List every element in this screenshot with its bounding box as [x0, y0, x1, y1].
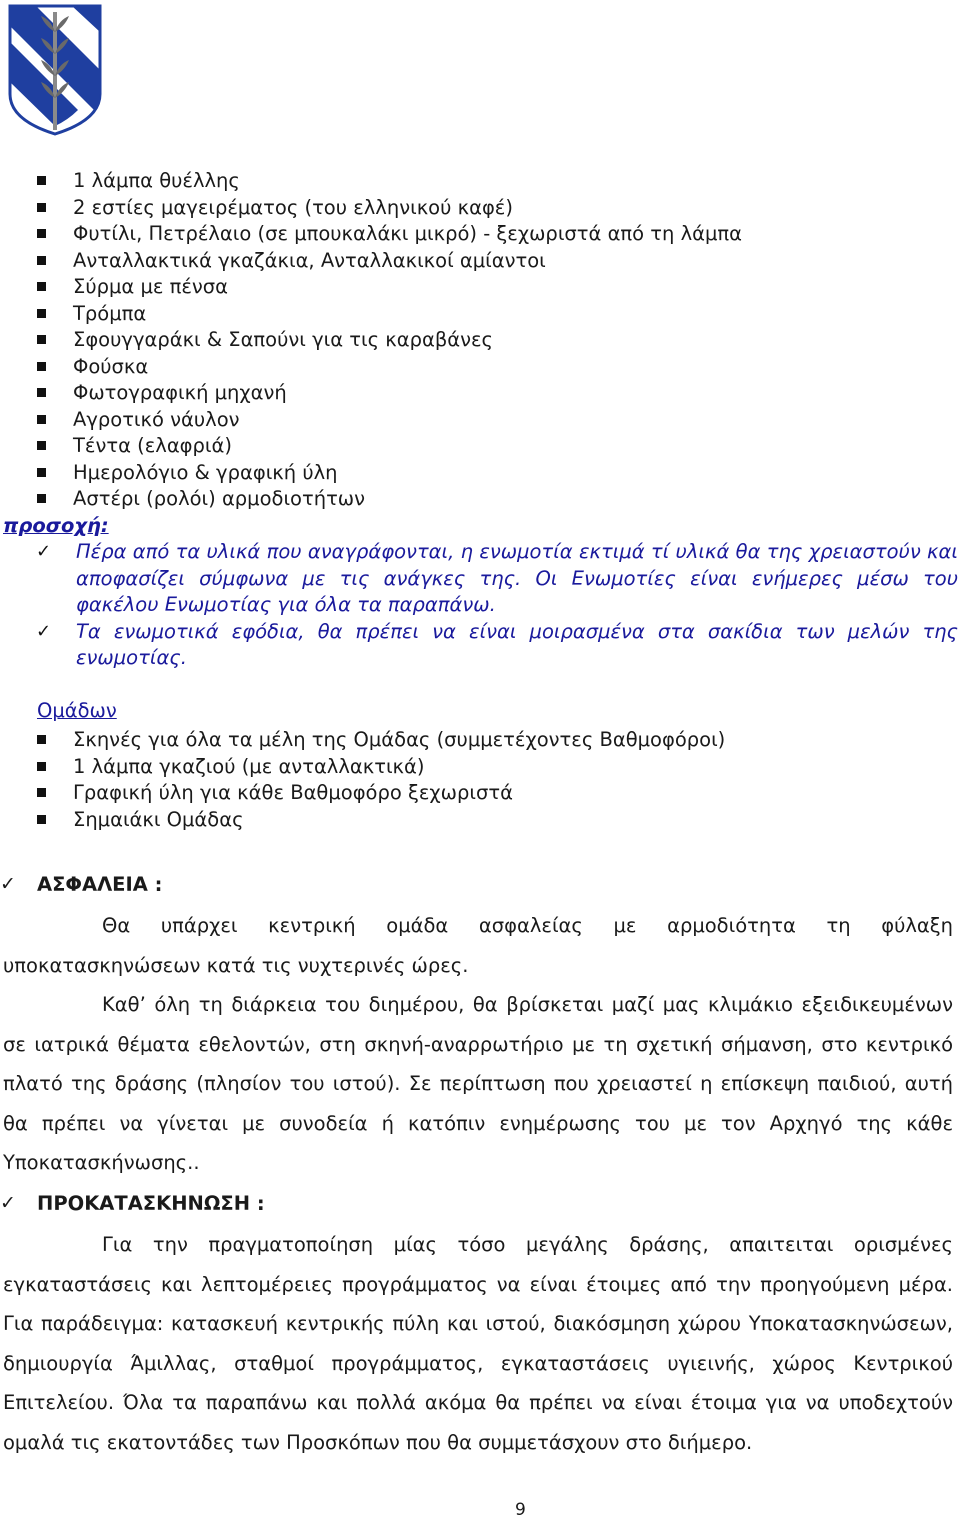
- checkmark-icon: ✓: [36, 620, 52, 642]
- teams-heading: Ομάδων: [37, 699, 117, 722]
- list-item: Ημερολόγιο & γραφική ύλη: [0, 460, 742, 487]
- square-bullet-icon: [37, 335, 46, 344]
- square-bullet-icon: [37, 282, 46, 291]
- list-item: Φυτίλι, Πετρέλαιο (σε μπουκαλάκι μικρό) - ξεχωριστά από τη λάμπα: [0, 221, 742, 248]
- precamp-paragraph: Για την πραγματοποίηση μίας τόσο μεγάλης δράσης, απαιτειται ορισμένες εγκαταστάσεις και λεπτομέρειες προγράμματος να είναι έτοιμες από την προηγούμενη μέρα. Για παράδειγμα: κατασκευή κεντρικής πύλη και ιστού, διακόσμηση χώρου Υποκατασκηνώσεων, δημιουργία Άμιλλας, σταθμοί προγράμματος, εγκαταστάσεις υγιεινής, χώρος Κεντρικού Επιτελείου. Όλα τα παραπάνω και πολλά ακόμα θα πρέπει να είναι έτοιμα για να υποδεχτούν ομαλά τις εκατοντάδες των Προσκόπων που θα συμμετάσχουν στο διήμερο.: [3, 1233, 953, 1454]
- list-item: Τρόμπα: [0, 301, 742, 328]
- square-bullet-icon: [37, 388, 46, 397]
- checkmark-icon: ✓: [0, 1192, 16, 1214]
- square-bullet-icon: [37, 309, 46, 318]
- list-item: Σφουγγαράκι & Σαπούνι για τις καραβάνες: [0, 327, 742, 354]
- checkmark-icon: ✓: [0, 873, 16, 895]
- square-bullet-icon: [37, 441, 46, 450]
- checkmark-icon: ✓: [36, 541, 52, 562]
- square-bullet-icon: [37, 815, 46, 824]
- attention-heading: προσοχή:: [3, 514, 109, 537]
- square-bullet-icon: [37, 468, 46, 477]
- square-bullet-icon: [37, 494, 46, 503]
- square-bullet-icon: [37, 256, 46, 265]
- list-item: ✓ Τα ενωμοτικά εφόδια, θα πρέπει να είναι μοιρασμένα στα σακίδια των μελών της ενωμοτίας.: [36, 619, 958, 669]
- square-bullet-icon: [37, 788, 46, 797]
- safety-paragraph-2: Καθ’ όλη τη διάρκεια του διημέρου, θα βρίσκεται μαζί μας κλιμάκιο εξειδικευμένων σε ιατρικά θέματα εθελοντών, στη σκηνή-αναρρωτήριο με τη σχετική σήμανση, στο κεντρικό πλατό της δράσης (πλησίον του ιστού). Σε περίπτωση που χρειαστεί η επίσκεψη παιδιού, αυτή θα πρέπει να γίνεται με συνοδεία ή κατόπιν ενημέρωσης του με τον Αρχηγό της κάθε Υποκατασκήνωσης..: [3, 993, 953, 1174]
- list-item: Ανταλλακτικά γκαζάκια, Ανταλλακικοί αμίαντοι: [0, 248, 742, 275]
- square-bullet-icon: [37, 735, 46, 744]
- list-item: 1 λάμπα θυέλλης: [0, 168, 742, 195]
- list-item: Τέντα (ελαφριά): [0, 433, 742, 460]
- square-bullet-icon: [37, 203, 46, 212]
- list-item: 2 εστίες μαγειρέματος (του ελληνικού καφέ): [0, 195, 742, 222]
- square-bullet-icon: [37, 762, 46, 771]
- attention-list: [0, 539, 958, 672]
- safety-paragraph-1: Θα υπάρχει κεντρική ομάδα ασφαλείας με αρμοδιότητα τη φύλαξη υποκατασκηνώσεων κατά τις νυχτερινές ώρες.: [3, 914, 953, 977]
- list-item: Αστέρι (ρολόι) αρμοδιοτήτων: [0, 486, 742, 513]
- list-item: Φωτογραφική μηχανή: [0, 380, 742, 407]
- list-item: Γραφική ύλη για κάθε Βαθμοφόρο ξεχωριστά: [0, 780, 725, 807]
- list-item: 1 λάμπα γκαζιού (με ανταλλακτικά): [0, 754, 725, 781]
- square-bullet-icon: [37, 176, 46, 185]
- list-item: Σημαιάκι Ομάδας: [0, 807, 725, 834]
- square-bullet-icon: [37, 362, 46, 371]
- list-item: Σκηνές για όλα τα μέλη της Ομάδας (συμμετέχοντες Βαθμοφόροι): [0, 727, 725, 754]
- square-bullet-icon: [37, 229, 46, 238]
- list-item: Σύρμα με πένσα: [0, 274, 742, 301]
- list-item: Φούσκα: [0, 354, 742, 381]
- square-bullet-icon: [37, 415, 46, 424]
- scout-emblem-logo: [6, 2, 104, 138]
- list-item: ✓ Πέρα από τα υλικά που αναγράφονται, η ενωμοτία εκτιμά τί υλικά θα της χρειαστούν και αποφασίζει σύμφωνα με τις ανάγκες της. Οι Ενωμοτίες είναι ενήμερες μέσω του φακέλου Ενωμοτίας για όλα τα παραπάνω.: [36, 540, 958, 616]
- list-item: Αγροτικό νάυλον: [0, 407, 742, 434]
- equipment-list: [0, 168, 742, 513]
- teams-list: [0, 727, 725, 833]
- page-number: 9: [515, 1500, 526, 1520]
